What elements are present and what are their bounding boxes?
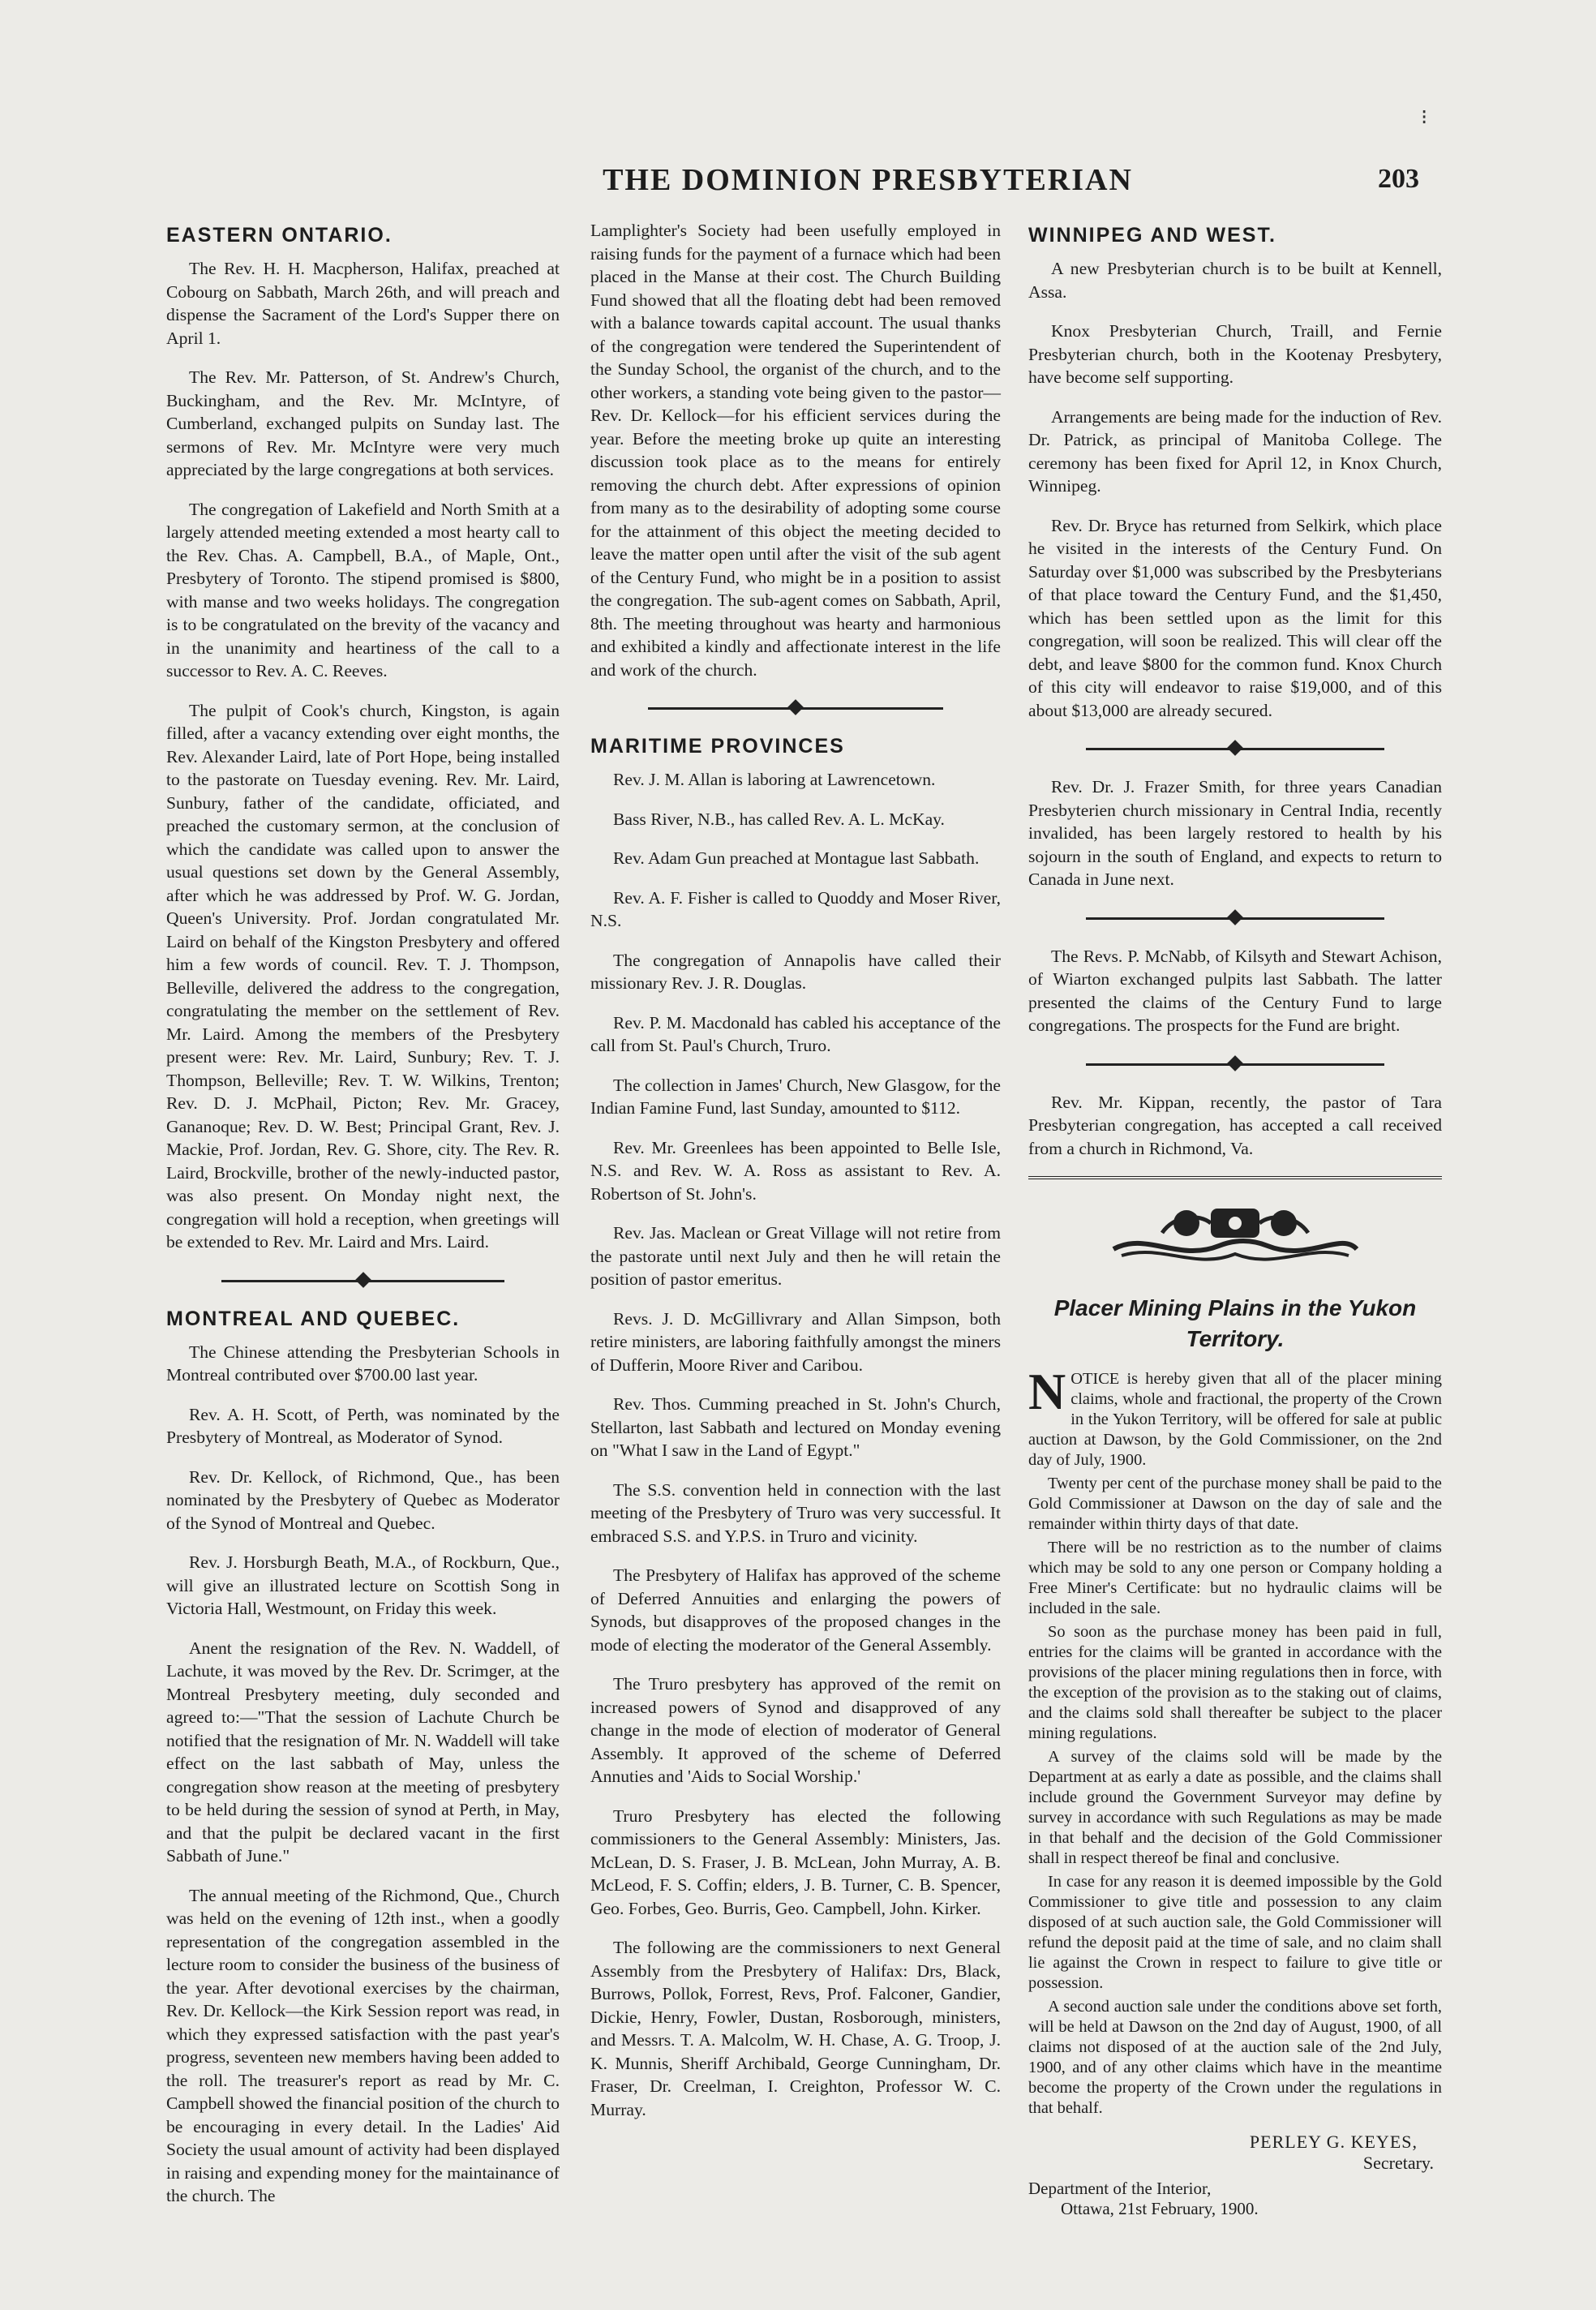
double-rule-divider bbox=[1028, 1176, 1442, 1184]
news-item: Rev. P. M. Macdonald has cabled his acceptance of the call from St. Paul's Church, Truro. bbox=[590, 1012, 1001, 1055]
notice-paragraph bbox=[1028, 1363, 1442, 1471]
section-heading-montreal-quebec: MONTREAL AND QUEBEC. bbox=[166, 1307, 461, 1330]
diamond-ornament-icon bbox=[355, 1272, 371, 1288]
notice-paragraph: Twenty per cent of the purchase money shall be paid to the Gold Commissioner at Dawson on the day of sale and the remainder within thirty days of that date. bbox=[1028, 1475, 1442, 1533]
news-item: The Truro presbytery has approved of the remit on increased powers of Synod and disapproved of any change in the mode of election of moderator of General Assembly. It approved of the scheme of Deferred Annuties and 'Aids to Social Worship.' bbox=[590, 1674, 1001, 1786]
ornament-divider bbox=[1086, 1054, 1384, 1075]
notice-paragraph: A survey of the claims sold will be made by the Department at as early a date as possible, and the claims shall include ground the Government Surveyor may define by survey in accordance with such Regulations as may be made in that behalf and the decision of the Gold Commissioner shall in respect thereof be final and conclusive. bbox=[1028, 1748, 1442, 1867]
news-item: Rev. Jas. Maclean or Great Village will not retire from the pastorate until next July and then he will retain the position of pastor emeritus. bbox=[590, 1223, 1001, 1289]
news-item: Bass River, N.B., has called Rev. A. L. McKay. bbox=[613, 809, 945, 829]
column-left bbox=[166, 219, 560, 2224]
news-item: Rev. Adam Gun preached at Montague last Sabbath. bbox=[613, 848, 980, 868]
page-header bbox=[154, 162, 1419, 203]
masthead-title: THE DOMINION PRESBYTERIAN bbox=[603, 163, 1133, 197]
news-item: Rev. Mr. Kippan, recently, the pastor of Tara Presbyterian congregation, has accepted a call received from a church in Richmond, Va. bbox=[1028, 1092, 1442, 1158]
notice-title: Placer Mining Plains in the Yukon Territory. bbox=[1053, 1295, 1417, 1351]
news-item: Arrangements are being made for the induction of Rev. Dr. Patrick, as principal of Manitoba College. The ceremony has been fixed for April 12, in Knox Church, Winnipeg. bbox=[1028, 406, 1442, 496]
diamond-ornament-icon bbox=[1227, 909, 1243, 925]
news-item: Rev. A. H. Scott, of Perth, was nominated by the Presbytery of Montreal, as Moderator of Synod. bbox=[166, 1404, 560, 1447]
signature-title: Secretary. bbox=[1362, 2153, 1434, 2173]
diamond-ornament-icon bbox=[787, 699, 804, 715]
news-item: A new Presbyterian church is to be built at Kennell, Assa. bbox=[1028, 259, 1442, 302]
column-right bbox=[1028, 219, 1442, 2219]
notice-first-text: OTICE is hereby given that all of the placer mining claims, whole and fractional, the property of the Crown in the Yukon Territory, will be offered for sale at public auction at Dawson, by the Gold Commissioner, on the 2nd day of July, 1900. bbox=[1028, 1370, 1442, 1469]
news-item: Truro Presbytery has elected the following commissioners to the General Assembly: Ministers, Jas. McLean, D. S. Fraser, J. B. McLean, John Murray, A. B. McLeod, F. S. Coffin; elders, J. B. Turner, C. B. Spencer, Geo. Forbes, Geo. Burris, Geo. Campbell, John. Kirker. bbox=[590, 1805, 1001, 1918]
news-item: Rev. Mr. Greenlees has been appointed to Belle Isle, N.S. and Rev. W. A. Ross as assistant to Rev. A. Robertson of St. John's. bbox=[590, 1137, 1001, 1204]
news-item: The following are the commissioners to next General Assembly from the Presbytery of Halifax: Drs, Black, Burrows, Pollok, Forrest, Revs, Prof. Falconer, Gandier, Dickie, Henry, Fowler, Dustan, Rosborough, ministers, and Messrs. T. A. Malcolm, W. H. Chase, A. G. Troop, J. K. Munnis, Sheriff Archibald, George Cunningham, Dr. Fraser, Dr. Creelman, I. Creighton, Professor W. C. Murray. bbox=[590, 1938, 1001, 2119]
news-item: The Revs. P. McNabb, of Kilsyth and Stewart Achison, of Wiarton exchanged pulpits last Sabbath. The latter presented the claims of the Century Fund to large congregations. The prospects for the Fund are bright. bbox=[1028, 946, 1442, 1035]
signature-name: PERLEY G. KEYES, bbox=[1249, 2132, 1418, 2152]
ornament-divider bbox=[221, 1270, 504, 1291]
notice-paragraph: A second auction sale under the conditions above set forth, will be held at Dawson on the 2nd day of August, 1900, of all claims not disposed of at the auction sale of the 2nd July, 1900, and of any other claims which have in the meantime become the property of the Crown under the regulations in that behalf. bbox=[1028, 1998, 1442, 2117]
section-heading-maritime-provinces: MARITIME PROVINCES bbox=[590, 735, 845, 758]
news-item: The Rev. H. H. Macpherson, Halifax, preached at Cobourg on Sabbath, March 26th, and will preach and dispense the Sacrament of the Lord's Supper there on April 1. bbox=[166, 259, 560, 348]
news-item: The Presbytery of Halifax has approved of the scheme of Deferred Annuities and enlarging the powers of Synods, but disapproves of the proposed changes in the mode of electing the moderator of the General Assembly. bbox=[590, 1565, 1001, 1655]
ornament-divider bbox=[648, 698, 943, 719]
news-item: The S.S. convention held in connection with the last meeting of the Presbytery of Truro was very successful. It embraced S.S. and Y.P.S. in Truro and vicinity. bbox=[590, 1479, 1001, 1546]
diamond-ornament-icon bbox=[1227, 740, 1243, 756]
continued-article: Lamplighter's Society had been usefully employed in raising funds for the payment of a furnace which had been placed in the Manse at their cost. The Church Building Fund showed that all the floating debt had been removed with a balance towards capital account. The usual thanks of the congregation were tendered the Superintendent of the Sunday School, the organist of the church, and to the other workers, a standing vote being given to the pastor—Rev. Dr. Kellock—for his efficient services during the year. Before the meeting broke up quite an interesting discussion took place as to the means for entirely removing the church debt. After expressions of opinion from many as to the desirability of adopting some course for the attainment of this object the meeting decided to leave the matter open until after the visit of the sub agent of the Century Fund, who might be in a position to assist the congregation. The sub-agent comes on Sabbath, April, 8th. The meeting throughout was hearty and harmonious and exhibited a kindly and affectionate interest in the life and work of the church. bbox=[590, 221, 1001, 680]
news-item: The collection in James' Church, New Glasgow, for the Indian Famine Fund, last Sunday, amounted to $112. bbox=[590, 1075, 1001, 1118]
news-item: The annual meeting of the Richmond, Que., Church was held on the evening of 12th inst., when a goodly representation of the congregation assembled in the lecture room to consider the business of the business of the year. After devotional exercises by the chairman, Rev. Dr. Kellock—the Kirk Session report was read, in which they expressed satisfaction with the past year's progress, seventeen new members having been added to the roll. The treasurer's report as read by Mr. C. Campbell showed the financial position of the church to be encouraging in every detail. In the Ladies' Aid Society the usual amount of activity had been displayed in raising and expending money for the maintainance of the church. The bbox=[166, 1885, 560, 2205]
news-item: The Chinese attending the Presbyterian Schools in Montreal contributed over $700.00 last year. bbox=[166, 1342, 560, 1385]
corner-mark: ⁝ bbox=[1421, 105, 1428, 129]
column-middle bbox=[590, 219, 1001, 2137]
scroll-ornament-banner-icon bbox=[1097, 1199, 1373, 1272]
drop-cap: N bbox=[1028, 1363, 1066, 1420]
news-item: Knox Presbyterian Church, Traill, and Fernie Presbyterian church, both in the Kootenay Presbytery, have become self supporting. bbox=[1028, 321, 1442, 387]
news-item: Revs. J. D. McGillivrary and Allan Simpson, both retire ministers, are laboring faithfully amongst the miners of Dufferin, Moore River and Caribou. bbox=[590, 1308, 1001, 1375]
page-number: 203 bbox=[1378, 164, 1419, 194]
notice-paragraph: So soon as the purchase money has been paid in full, entries for the claims will be granted in accordance with the provisions of the placer mining regulations then in force, with the exception of the provision as to the staking out of claims, and the claims sold shall thereafter be subject to the placer mining regulations. bbox=[1028, 1623, 1442, 1742]
news-item: The Rev. Mr. Patterson, of St. Andrew's Church, Buckingham, and the Rev. Mr. McIntyre, of Cumberland, exchanged pulpits on Sunday last. The sermons of Rev. Mr. McIntyre were very much appreciated by the large congregations at both services. bbox=[166, 367, 560, 479]
news-item: Rev. Dr. Bryce has returned from Selkirk, which place he visited in the interests of the Century Fund. On Saturday over $1,000 was subscribed by the Presbyterians of that place toward the Century Fund, and the $1,450, which has been settled upon as the limit for this congregation, will soon be realized. This will clear off the debt, and leave $800 for the common fund. Knox Church of this city will endeavor to raise $19,000, and of this about $13,000 are already secured. bbox=[1028, 515, 1442, 720]
news-item: Rev. Dr. Kellock, of Richmond, Que., has been nominated by the Presbytery of Quebec as Moderator of the Synod of Montreal and Quebec. bbox=[166, 1466, 560, 1533]
news-item: The congregation of Annapolis have called their missionary Rev. J. R. Douglas. bbox=[590, 950, 1001, 993]
section-heading-winnipeg-west: WINNIPEG AND WEST. bbox=[1028, 224, 1276, 247]
news-item: Rev. Dr. J. Frazer Smith, for three years Canadian Presbyterien church missionary in Central India, recently invalided, has been largely restored to health by his sojourn in the south of England, and expects to return to Canada in June next. bbox=[1028, 777, 1442, 889]
signature-department: Department of the Interior, bbox=[1028, 2179, 1212, 2198]
ornament-divider bbox=[1086, 908, 1384, 929]
news-item: Anent the resignation of the Rev. N. Waddell, of Lachute, it was moved by the Rev. Dr. Scrimger, at the Montreal Presbytery meeting, duly seconded and agreed to:—"That the session of Lachute Church be notified that the resignation of Mr. N. Waddell will take effect on the last sabbath of May, unless the congregation show reason at the meeting of presbytery to be held during the session of synod at Perth, in May, and that the pulpit be declared vacant in the first Sabbath of June." bbox=[166, 1638, 560, 1866]
news-item: Rev. J. Horsburgh Beath, M.A., of Rockburn, Que., will give an illustrated lecture on Scottish Song in Victoria Hall, Westmount, on Friday this week. bbox=[166, 1552, 560, 1618]
ornament-divider bbox=[1086, 738, 1384, 759]
news-item: Rev. Thos. Cumming preached in St. John's Church, Stellarton, last Sabbath and lectured on Monday evening on "What I saw in the Land of Egypt." bbox=[590, 1394, 1001, 1460]
news-item: Rev. J. M. Allan is laboring at Lawrencetown. bbox=[613, 770, 936, 789]
notice-paragraph: There will be no restriction as to the number of claims which may be sold to any one person or Company holding a Free Miner's Certificate: but no hydraulic claims will be included in the sale. bbox=[1028, 1539, 1442, 1617]
notice-paragraph: In case for any reason it is deemed impossible by the Gold Commissioner to give title and possession to any claim disposed of at such auction sale, the Gold Commissioner will refund the deposit paid at the time of sale, and no claim shall lie against the Crown in respect to failure to give title or possession. bbox=[1028, 1873, 1442, 1992]
signature-date: Ottawa, 21st February, 1900. bbox=[1061, 2199, 1259, 2218]
news-item: Rev. A. F. Fisher is called to Quoddy and Moser River, N.S. bbox=[590, 887, 1001, 930]
section-heading-eastern-ontario: EASTERN ONTARIO. bbox=[166, 224, 393, 247]
news-item: The congregation of Lakefield and North Smith at a largely attended meeting extended a most hearty call to the Rev. Chas. A. Campbell, B.A., of Maple, Ont., Presbytery of Toronto. The stipend promised is $800, with manse and two weeks holidays. The congregation is to be congratulated on the brevity of the vacancy and in the unanimity and heartiness of the call to a successor to Rev. A. C. Reeves. bbox=[166, 499, 560, 681]
news-item: The pulpit of Cook's church, Kingston, is again filled, after a vacancy extending over eight months, the Rev. Alexander Laird, late of Port Hope, being installed to the pastorate on Tuesday evening. Rev. Mr. Laird, Sunbury, father of the candidate, officiated, and preached the customary sermon, at the conclusion of which the candidate was called upon to answer the usual questions set down by the General Assembly, after which he was addressed by Prof. W. G. Jordan, Queen's University. Prof. Jordan congratulated Mr. Laird on behalf of the Kingston Presbytery and offered him a few words of council. Rev. T. J. Thompson, Belleville, delivered the address to the congregation, congratulating the member on the settlement of Rev. Mr. Laird. Among the members of the Presbytery present were: Rev. Mr. Laird, Sunbury; Rev. T. J. Thompson, Belleville; Rev. T. W. Wilkins, Trenton; Rev. D. J. McPhail, Picton; Rev. Mr. Gracey, Gananoque; Rev. D. W. Best; Principal Grant, Rev. J. Mackie, Prof. Jordan, Rev. G. Shore, city. The Rev. R. Laird, Brockville, brother of the newly-inducted pastor, was also present. On Monday night next, the congregation will hold a reception, when greetings will be extended to Rev. Mr. Laird and Mrs. Laird. bbox=[166, 700, 560, 1252]
diamond-ornament-icon bbox=[1227, 1055, 1243, 1071]
